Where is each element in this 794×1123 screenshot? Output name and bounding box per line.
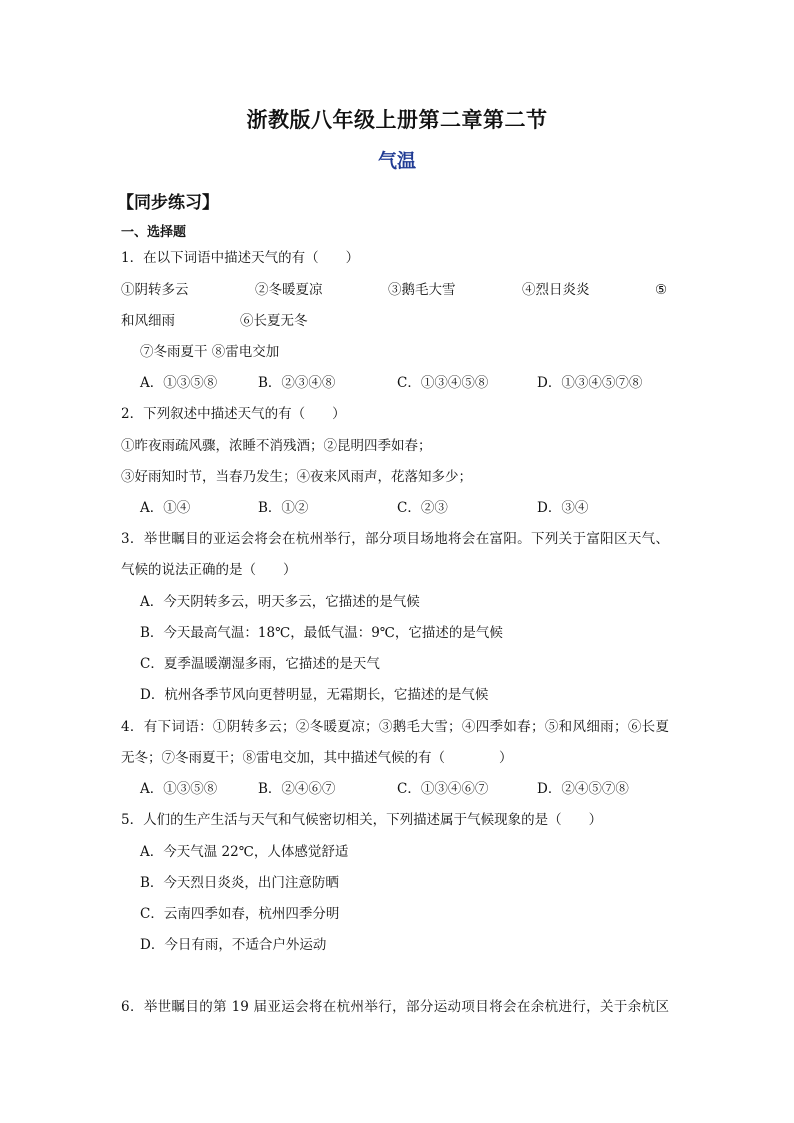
q2-line-2: ③好雨知时节，当春乃发生；④夜来风雨声，花落知多少；	[121, 469, 472, 485]
q3-option-b: B．今天最高气温：18℃，最低气温：9℃，它描述的是气候	[140, 625, 503, 641]
q1-items-7-8: ⑦冬雨夏干 ⑧雷电交加	[140, 344, 280, 360]
q1-option-d: D．①③④⑤⑦⑧	[537, 375, 643, 391]
q1-item-2: ②冬暖夏凉	[255, 282, 323, 298]
q4-stem-line-1: 4．有下词语：①阴转多云；②冬暖夏凉；③鹅毛大雪；④四季如春；⑤和风细雨；⑥长夏	[121, 719, 669, 735]
q1-item-6: ⑥长夏无冬	[240, 313, 308, 329]
q2-option-b: B．①②	[258, 500, 309, 516]
q3-stem-line-1: 3．举世瞩目的亚运会将会在杭州举行，部分项目场地将会在富阳。下列关于富阳区天气、	[121, 531, 669, 547]
q4-option-a: A．①③⑤⑧	[140, 781, 218, 797]
q1-option-b: B．②③④⑧	[258, 375, 336, 391]
q1-item-5-text: 和风细雨	[121, 313, 175, 329]
q5-option-d: D．今日有雨，不适合户外运动	[140, 937, 327, 953]
q2-option-c: C．②③	[397, 500, 448, 516]
q3-option-d: D．杭州各季节风向更替明显，无霜期长，它描述的是气候	[140, 687, 489, 703]
q2-line-1: ①昨夜雨疏风骤，浓睡不消残酒；②昆明四季如春；	[121, 438, 432, 454]
part-heading: 一、选择题	[121, 225, 187, 240]
q3-stem-line-2: 气候的说法正确的是（ ）	[121, 562, 297, 578]
q2-option-a: A．①④	[140, 500, 191, 516]
page-subtitle: 气温	[377, 150, 416, 172]
q5-option-a: A．今天气温 22℃，人体感觉舒适	[140, 844, 349, 860]
q1-item-3: ③鹅毛大雪	[388, 282, 456, 298]
q4-option-c: C．①③④⑥⑦	[397, 781, 489, 797]
q1-option-a: A．①③⑤⑧	[140, 375, 218, 391]
q1-option-c: C．①③④⑤⑧	[397, 375, 489, 391]
q5-option-b: B．今天烈日炎炎，出门注意防晒	[140, 875, 339, 891]
q3-option-c: C．夏季温暖潮湿多雨，它描述的是天气	[140, 656, 380, 672]
q1-item-1: ①阴转多云	[121, 282, 189, 298]
q1-stem: 1．在以下词语中描述天气的有（ ）	[121, 250, 360, 266]
q4-stem-line-2: 无冬；⑦冬雨夏干；⑧雷电交加，其中描述气候的有（ ）	[121, 750, 513, 766]
q5-stem: 5．人们的生产生活与天气和气候密切相关，下列描述属于气候现象的是（ ）	[121, 812, 603, 828]
q5-option-c: C．云南四季如春，杭州四季分明	[140, 906, 340, 922]
q4-option-b: B．②④⑥⑦	[258, 781, 336, 797]
page-title: 浙教版八年级上册第二章第二节	[246, 107, 548, 132]
q1-item-4: ④烈日炎炎	[522, 282, 590, 298]
q6-stem-line-1: 6．举世瞩目的第 19 届亚运会将在杭州举行，部分运动项目将会在余杭进行，关于余杭区	[121, 999, 669, 1015]
q2-stem: 2．下列叙述中描述天气的有（ ）	[121, 406, 346, 422]
q3-option-a: A．今天阴转多云，明天多云，它描述的是气候	[140, 594, 420, 610]
q2-option-d: D．③④	[537, 500, 589, 516]
q4-option-d: D．②④⑤⑦⑧	[537, 781, 629, 797]
q1-item-5: ⑤	[655, 282, 668, 298]
section-heading: 【同步练习】	[117, 193, 219, 213]
